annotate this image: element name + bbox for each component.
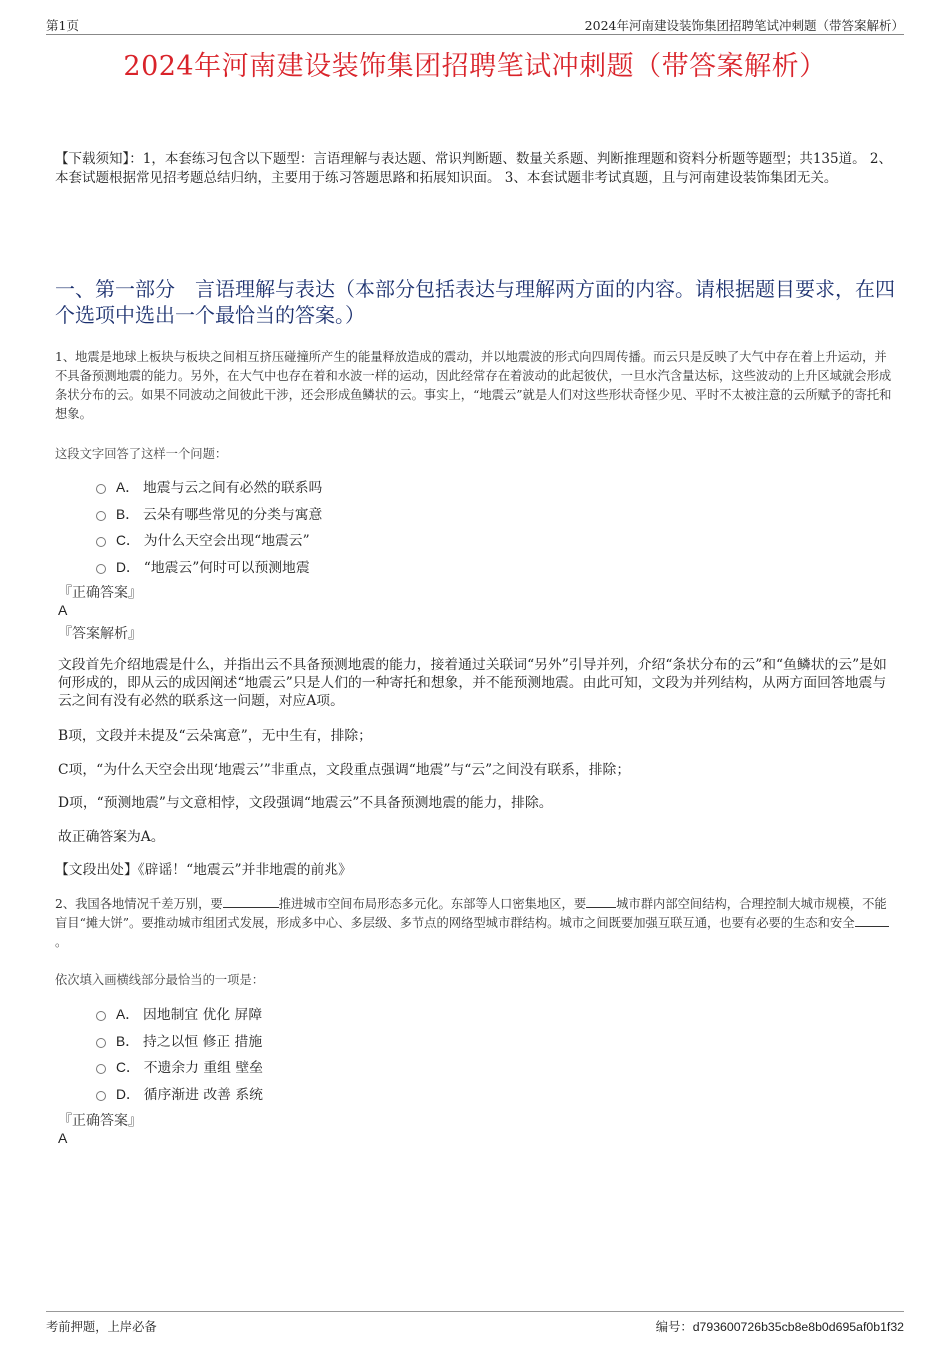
stem-part: 2、我国各地情况千差万别，要 (55, 897, 223, 911)
q1-analysis-d: D项，“预测地震”与文意相悖，文段强调“地震云”不具备预测地震的能力，排除。 (58, 795, 553, 811)
q1-answer: A (58, 602, 68, 618)
radio-icon[interactable] (96, 511, 106, 521)
stem-part: 城市群内部空间结构，合理控制大城市规模，不能盲目“摊大饼”。要推动城市组团式发展，形成多中心、多层级、多节点的网络型城市群结构。城市之间既要加强互联互通，也要有必要的生态和安全 (55, 897, 887, 930)
option-text: 云朵有哪些常见的分类与寓意 (143, 506, 323, 523)
q1-option-c[interactable] (96, 526, 796, 553)
code-value: d793600726b35cb8e8b0d695af0b1f32 (692, 1320, 904, 1334)
option-letter: A． (116, 1007, 139, 1023)
option-letter: B． (116, 1033, 139, 1049)
question-2-options (96, 1000, 796, 1106)
q2-option-d[interactable] (96, 1080, 796, 1107)
q2-answer-label: 『正确答案』 (58, 1113, 142, 1129)
radio-icon[interactable] (96, 1091, 106, 1101)
option-text: 持之以恒 修正 措施 (143, 1033, 263, 1050)
option-text: 循序渐进 改善 系统 (143, 1086, 263, 1103)
q1-option-a[interactable] (96, 473, 796, 500)
option-letter: B． (116, 506, 139, 522)
option-text: 地震与云之间有必然的联系吗 (143, 480, 323, 497)
q1-option-d[interactable] (96, 553, 796, 580)
q1-analysis-conclusion: 故正确答案为A。 (58, 829, 165, 845)
question-2-stem (55, 895, 897, 952)
radio-icon[interactable] (96, 564, 106, 574)
question-1-prompt: 这段文字回答了这样一个问题： (55, 447, 228, 461)
stem-part: 。 (55, 935, 68, 949)
fill-blank-2 (586, 895, 616, 908)
page-footer (46, 1311, 904, 1338)
option-letter: D． (116, 559, 140, 575)
document-title: 2024年河南建设装饰集团招聘笔试冲刺题（带答案解析） (123, 51, 827, 82)
download-notice: 【下载须知】：1，本套练习包含以下题型：言语理解与表达题、常识判断题、数量关系题、判断推理题和资料分析题等题型；共135道。 2、本套试题根据常见招考题总结归纳，主要用于练习答题思路和拓展知识面。 3、本套试题非考试真题，且与河南建设装饰集团无关。 (55, 151, 892, 186)
q2-answer: A (58, 1130, 68, 1146)
option-letter: A． (116, 480, 139, 496)
header-doc-title: 2024年河南建设装饰集团招聘笔试冲刺题（带答案解析） (584, 18, 904, 33)
question-1-stem: 1、地震是地球上板块与板块之间相互挤压碰撞所产生的能量释放造成的震动，并以地震波的形式向四周传播。而云只是反映了大气中存在着上升运动，并不具备预测地震的能力。另外，在大气中也存在着和水波一样的运动，因此经常存在着波动的此起彼伏，一旦水汽含量达标，这些波动的上升区域就会形成条状分布的云。如果不同波动之间彼此干涉，还会形成鱼鳞状的云。事实上，“地震云”就是人们对这些形状奇怪少见、平时不太被注意的云所赋予的寄托和想象。 (55, 350, 892, 421)
radio-icon[interactable] (96, 537, 106, 547)
radio-icon[interactable] (96, 484, 106, 494)
option-text: 为什么天空会出现“地震云” (143, 533, 310, 550)
radio-icon[interactable] (96, 1038, 106, 1048)
option-text: 因地制宜 优化 屏障 (143, 1007, 263, 1024)
code-label: 编号： (655, 1320, 693, 1334)
question-1-options (96, 473, 796, 579)
option-letter: C． (116, 533, 140, 549)
q1-analysis-label: 『答案解析』 (58, 626, 142, 642)
page-header (46, 14, 904, 35)
fill-blank-1 (223, 895, 279, 908)
radio-icon[interactable] (96, 1011, 106, 1021)
radio-icon[interactable] (96, 1064, 106, 1074)
q1-source: 【文段出处】《辟谣！“地震云”并非地震的前兆》 (55, 862, 352, 878)
page-number: 第1页 (46, 18, 79, 33)
section-heading: 一、第一部分 言语理解与表达（本部分包括表达与理解两方面的内容。请根据题目要求，在四个选项中选出一个最恰当的答案。） (55, 277, 895, 327)
q1-analysis-paragraph: 文段首先介绍地震是什么，并指出云不具备预测地震的能力，接着通过关联词“另外”引导并列，介绍“条状分布的云”和“鱼鳞状的云”是如何形成的，即从云的成因阐述“地震云”只是人们的一种寄托和想象，并不能预测地震。由此可知，文段为并列结构，从两方面回答地震与云之间有没有必然的联系这一问题，对应A项。 (58, 657, 887, 709)
option-letter: C． (116, 1060, 140, 1076)
q1-option-b[interactable] (96, 500, 796, 527)
fill-blank-3 (855, 914, 889, 927)
q1-analysis-c: C项，“为什么天空会出现‘地震云’”非重点，文段重点强调“地震”与“云”之间没有联系，排除； (58, 762, 631, 778)
q2-option-b[interactable] (96, 1027, 796, 1054)
footer-slogan: 考前押题，上岸必备 (46, 1320, 157, 1334)
question-2-prompt: 依次填入画横线部分最恰当的一项是： (55, 973, 265, 987)
footer-code (656, 1317, 904, 1335)
option-text: “地震云”何时可以预测地震 (143, 559, 310, 576)
q1-analysis-b: B项，文段并未提及“云朵寓意”，无中生有，排除； (58, 728, 372, 744)
option-letter: D． (116, 1086, 140, 1102)
q2-option-a[interactable] (96, 1000, 796, 1027)
stem-part: 推进城市空间布局形态多元化。东部等人口密集地区，要 (278, 897, 587, 911)
q1-answer-label: 『正确答案』 (58, 585, 142, 601)
option-text: 不遗余力 重组 壁垒 (143, 1060, 263, 1077)
q2-option-c[interactable] (96, 1053, 796, 1080)
